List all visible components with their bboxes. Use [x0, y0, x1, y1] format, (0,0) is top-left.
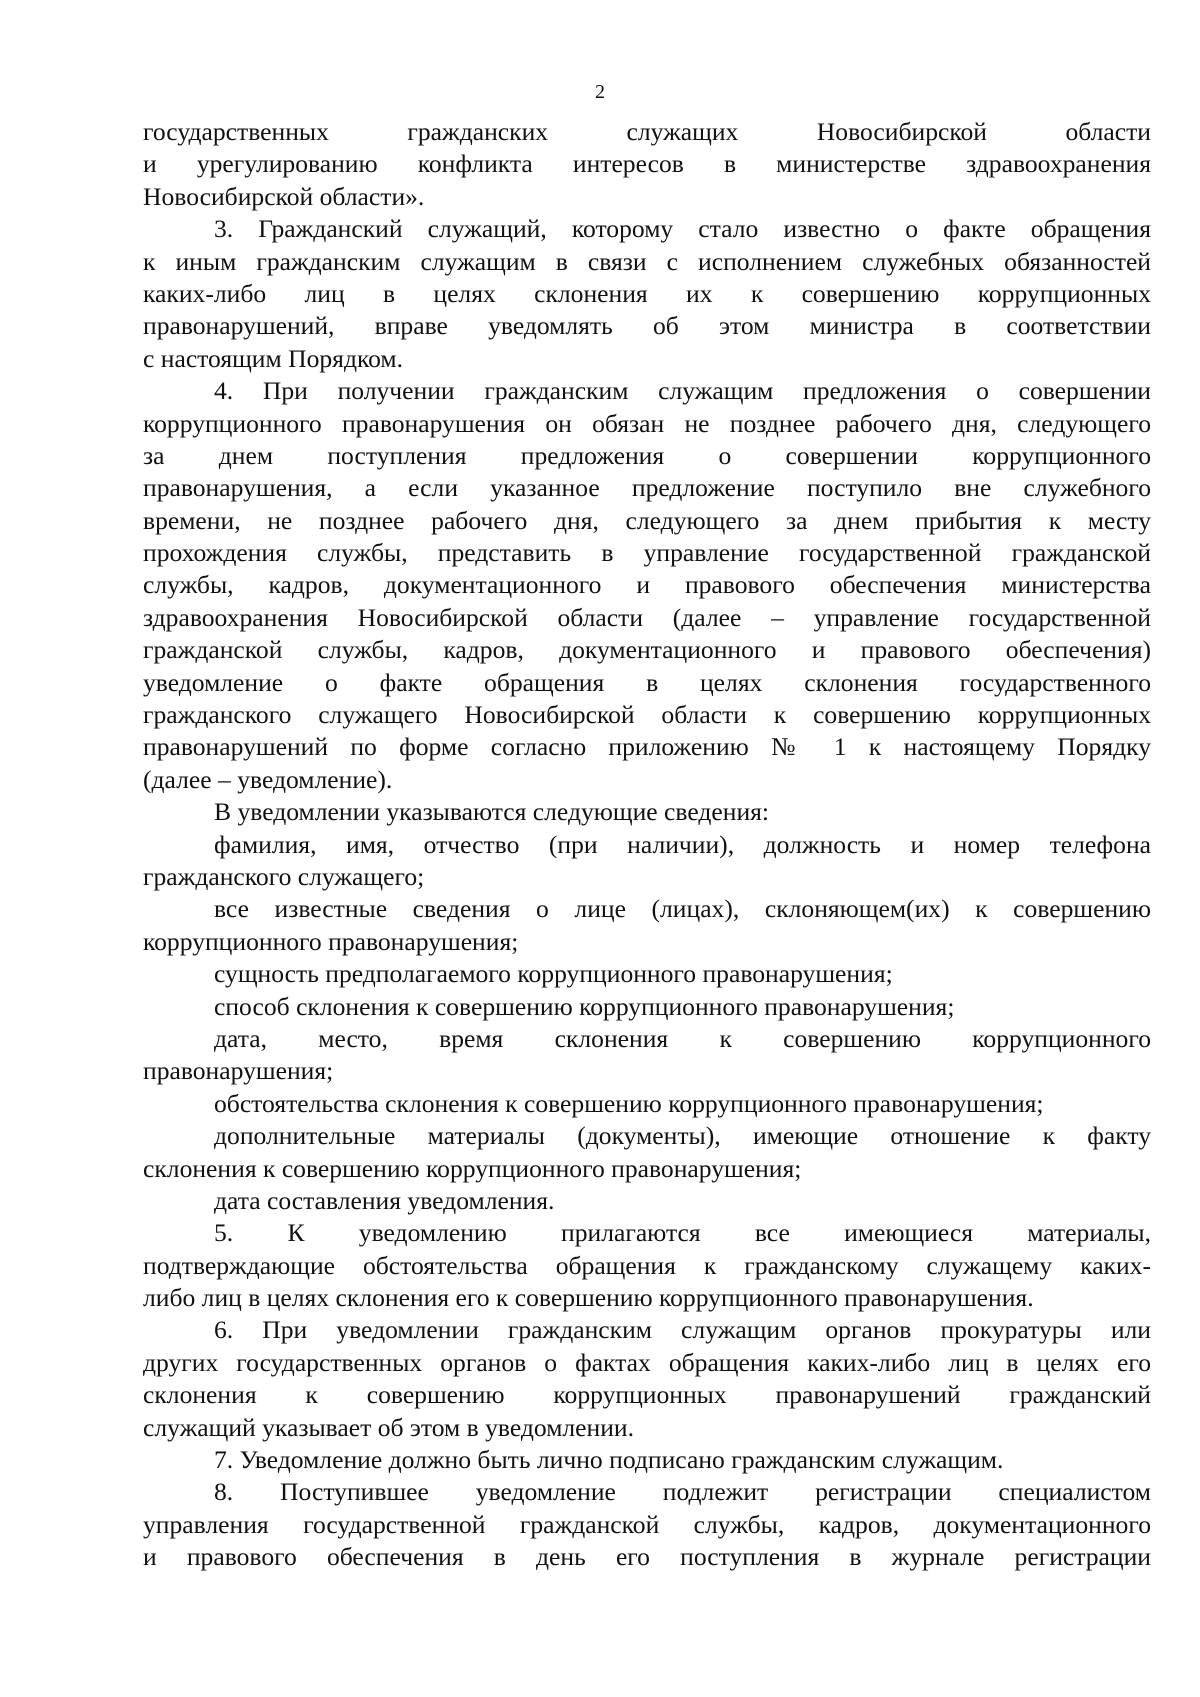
text-line: службы, кадров, документационного и правового обеспечения министерства	[143, 570, 1151, 600]
text-line: правонарушений по форме согласно приложению № 1 к настоящему Порядку	[143, 732, 1151, 762]
text-line: и правового обеспечения в день его поступления в журнале регистрации	[143, 1542, 1151, 1572]
text-line: подтверждающие обстоятельства обращения к гражданскому служащему каких-	[143, 1250, 1151, 1280]
text-line: 4. При получении гражданским служащим предложения о совершении	[214, 376, 1151, 406]
text-line: склонения к совершению коррупционных правонарушений гражданский	[143, 1380, 1151, 1410]
text-line: правонарушений, вправе уведомлять об этом министра в соответствии	[143, 311, 1151, 341]
document-body	[143, 116, 1151, 1574]
text-line: 3. Гражданский служащий, которому стало известно о факте обращения	[214, 214, 1151, 244]
text-line: гражданского служащего Новосибирской области к совершению коррупционных	[143, 700, 1151, 730]
text-line: правонарушения;	[143, 1056, 334, 1086]
text-line: других государственных органов о фактах обращения каких-либо лиц в целях его	[143, 1347, 1151, 1377]
text-line: уведомление о факте обращения в целях склонения государственного	[143, 667, 1151, 697]
text-line: и урегулированию конфликта интересов в министерстве здравоохранения	[143, 149, 1151, 179]
text-line: (далее – уведомление).	[143, 764, 393, 794]
text-line: правонарушения, а если указанное предложение поступило вне служебного	[143, 473, 1151, 503]
text-line: дата, место, время склонения к совершению коррупционного	[214, 1023, 1151, 1053]
text-line: 7. Уведомление должно быть лично подписано гражданским служащим.	[214, 1445, 1004, 1475]
text-line: 6. При уведомлении гражданским служащим органов прокуратуры или	[214, 1315, 1151, 1345]
text-line: склонения к совершению коррупционного правонарушения;	[143, 1153, 802, 1183]
text-line: Новосибирской области».	[143, 181, 425, 211]
text-line: коррупционного правонарушения он обязан не позднее рабочего дня, следующего	[143, 408, 1151, 438]
text-line: 8. Поступившее уведомление подлежит регистрации специалистом	[214, 1477, 1151, 1507]
text-line: здравоохранения Новосибирской области (далее – управление государственной	[143, 602, 1151, 632]
text-line: к иным гражданским служащим в связи с исполнением служебных обязанностей	[143, 246, 1151, 276]
text-line: гражданской службы, кадров, документационного и правового обеспечения)	[143, 635, 1151, 665]
text-line: либо лиц в целях склонения его к совершению коррупционного правонарушения.	[143, 1283, 1034, 1313]
text-line: коррупционного правонарушения;	[143, 926, 519, 956]
text-line: государственных гражданских служащих Новосибирской области	[143, 117, 1151, 146]
text-line: способ склонения к совершению коррупционного правонарушения;	[214, 991, 955, 1021]
text-line: 5. К уведомлению прилагаются все имеющиеся материалы,	[214, 1218, 1151, 1248]
text-line: каких-либо лиц в целях склонения их к совершению коррупционных	[143, 278, 1151, 308]
text-line: фамилия, имя, отчество (при наличии), должность и номер телефона	[214, 829, 1151, 859]
text-line: сущность предполагаемого коррупционного правонарушения;	[214, 959, 893, 989]
text-line: служащий указывает об этом в уведомлении.	[143, 1412, 635, 1442]
text-line: обстоятельства склонения к совершению коррупционного правонарушения;	[214, 1088, 1044, 1118]
text-line: времени, не позднее рабочего дня, следующего за днем прибытия к месту	[143, 505, 1151, 535]
text-line: прохождения службы, представить в управление государственной гражданской	[143, 538, 1151, 568]
text-line: гражданского служащего;	[143, 861, 425, 891]
page-number: 2	[595, 81, 605, 103]
text-line: управления государственной гражданской службы, кадров, документационного	[143, 1509, 1151, 1539]
text-line: с настоящим Порядком.	[143, 343, 404, 373]
text-line: за днем поступления предложения о совершении коррупционного	[143, 440, 1151, 470]
text-line: дополнительные материалы (документы), имеющие отношение к факту	[214, 1121, 1151, 1151]
text-line: все известные сведения о лице (лицах), склоняющем(их) к совершению	[214, 894, 1151, 924]
text-line: дата составления уведомления.	[214, 1185, 555, 1215]
text-line: В уведомлении указываются следующие сведения:	[214, 797, 770, 827]
